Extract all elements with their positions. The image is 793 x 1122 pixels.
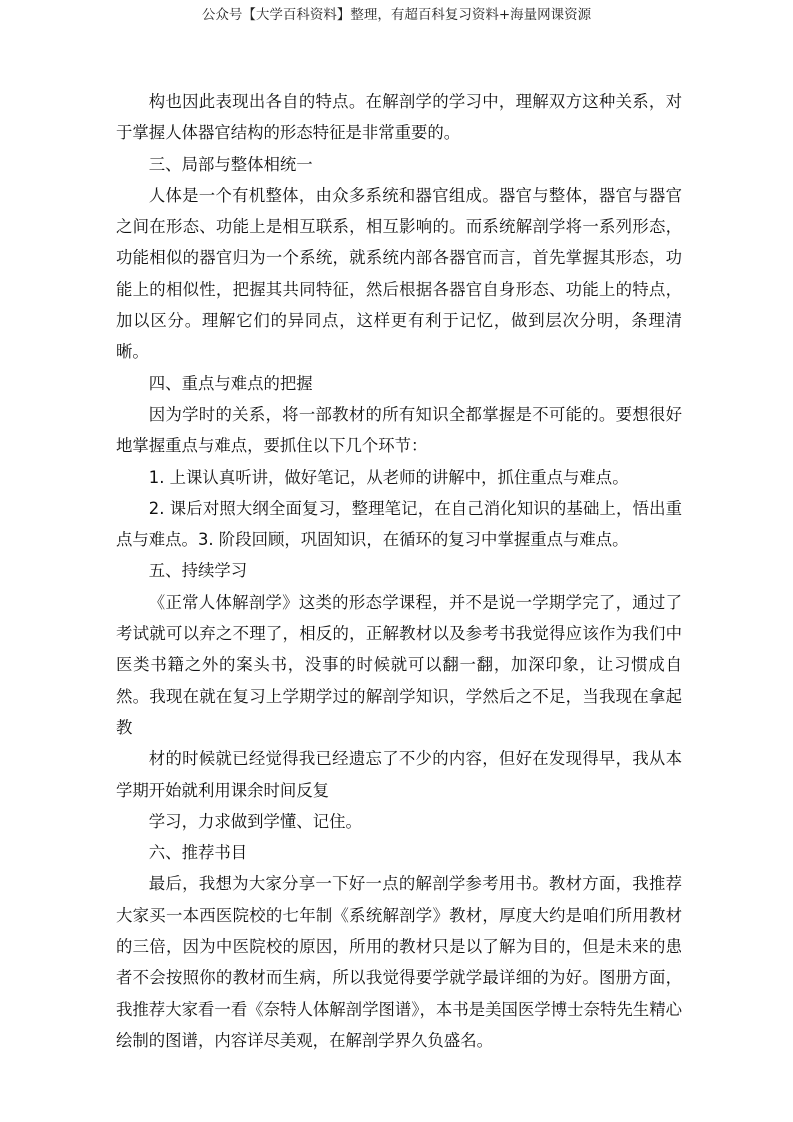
page-header: 公众号【大学百科资料】整理，有超百科复习资料+海量网课资源 [201,7,592,23]
list-item-2-3: 2. 课后对照大纲全面复习，整理笔记，在自己消化知识的基础上，悟出重点与难点。3. 阶段回顾，巩固知识，在循环的复习中掌握重点与难点。 [116,498,682,550]
paragraph-continuous-learning: 《正常人体解剖学》这类的形态学课程，并不是说一学期学完了，通过了考试就可以弃之不理了，相反的，正解教材以及参考书我觉得应该作为我们中医类书籍之外的案头书，没事的时候就可以翻一翻，加深印象，让习惯成自然。我现在就在复习上学期学过的解剖学知识，学然后之不足，当我现在拿起教 [116,592,682,737]
document-body [116,86,682,1056]
paragraph-key-points: 因为学时的关系，将一部教材的所有知识全都掌握是不可能的。要想很好地掌握重点与难点，要抓住以下几个环节： [116,404,682,456]
section-heading-4: 四、重点与难点的把握 [148,373,313,393]
list-item-1: 1. 上课认真听讲，做好笔记，从老师的讲解中，抓住重点与难点。 [148,467,629,487]
paragraph-intro-continued: 构也因此表现出各自的特点。在解剖学的学习中，理解双方这种关系，对于掌握人体器官结构的形态特征是非常重要的。 [116,92,682,143]
section-heading-3: 三、局部与整体相统一 [148,154,313,174]
section-heading-5: 五、持续学习 [148,561,248,581]
paragraph-recommended-books: 最后，我想为大家分享一下好一点的解剖学参考用书。教材方面，我推荐大家买一本西医院校的七年制《系统解剖学》教材，厚度大约是咱们所用教材的三倍，因为中医院校的原因，所用的教材只是以了解为目的，但是未来的患者不会按照你的教材而生病，所以我觉得要学就学最详细的为好。图册方面，我推荐大家看一看《奈特人体解剖学图谱》，本书是美国医学博士奈特先生精心绘制的图谱，内容详尽美观，在解剖学界久负盛名。 [116,874,682,1050]
paragraph-continuous-learning-3: 学习，力求做到学懂、记住。 [148,811,362,831]
section-heading-6: 六、推荐书目 [148,843,248,863]
paragraph-continuous-learning-2: 材的时候就已经觉得我已经遗忘了不少的内容，但好在发现得早，我从本学期开始就利用课余时间反复 [116,749,682,800]
paragraph-whole-and-part: 人体是一个有机整体，由众多系统和器官组成。器官与整体，器官与器官之间在形态、功能上是相互联系，相互影响的。而系统解剖学将一系列形态，功能相似的器官归为一个系统，就系统内部各器官而言，首先掌握其形态，功能上的相似性，把握其共同特征，然后根据各器官自身形态、功能上的特点，加以区分。理解它们的异同点，这样更有利于记忆，做到层次分明，条理清晰。 [116,185,682,362]
